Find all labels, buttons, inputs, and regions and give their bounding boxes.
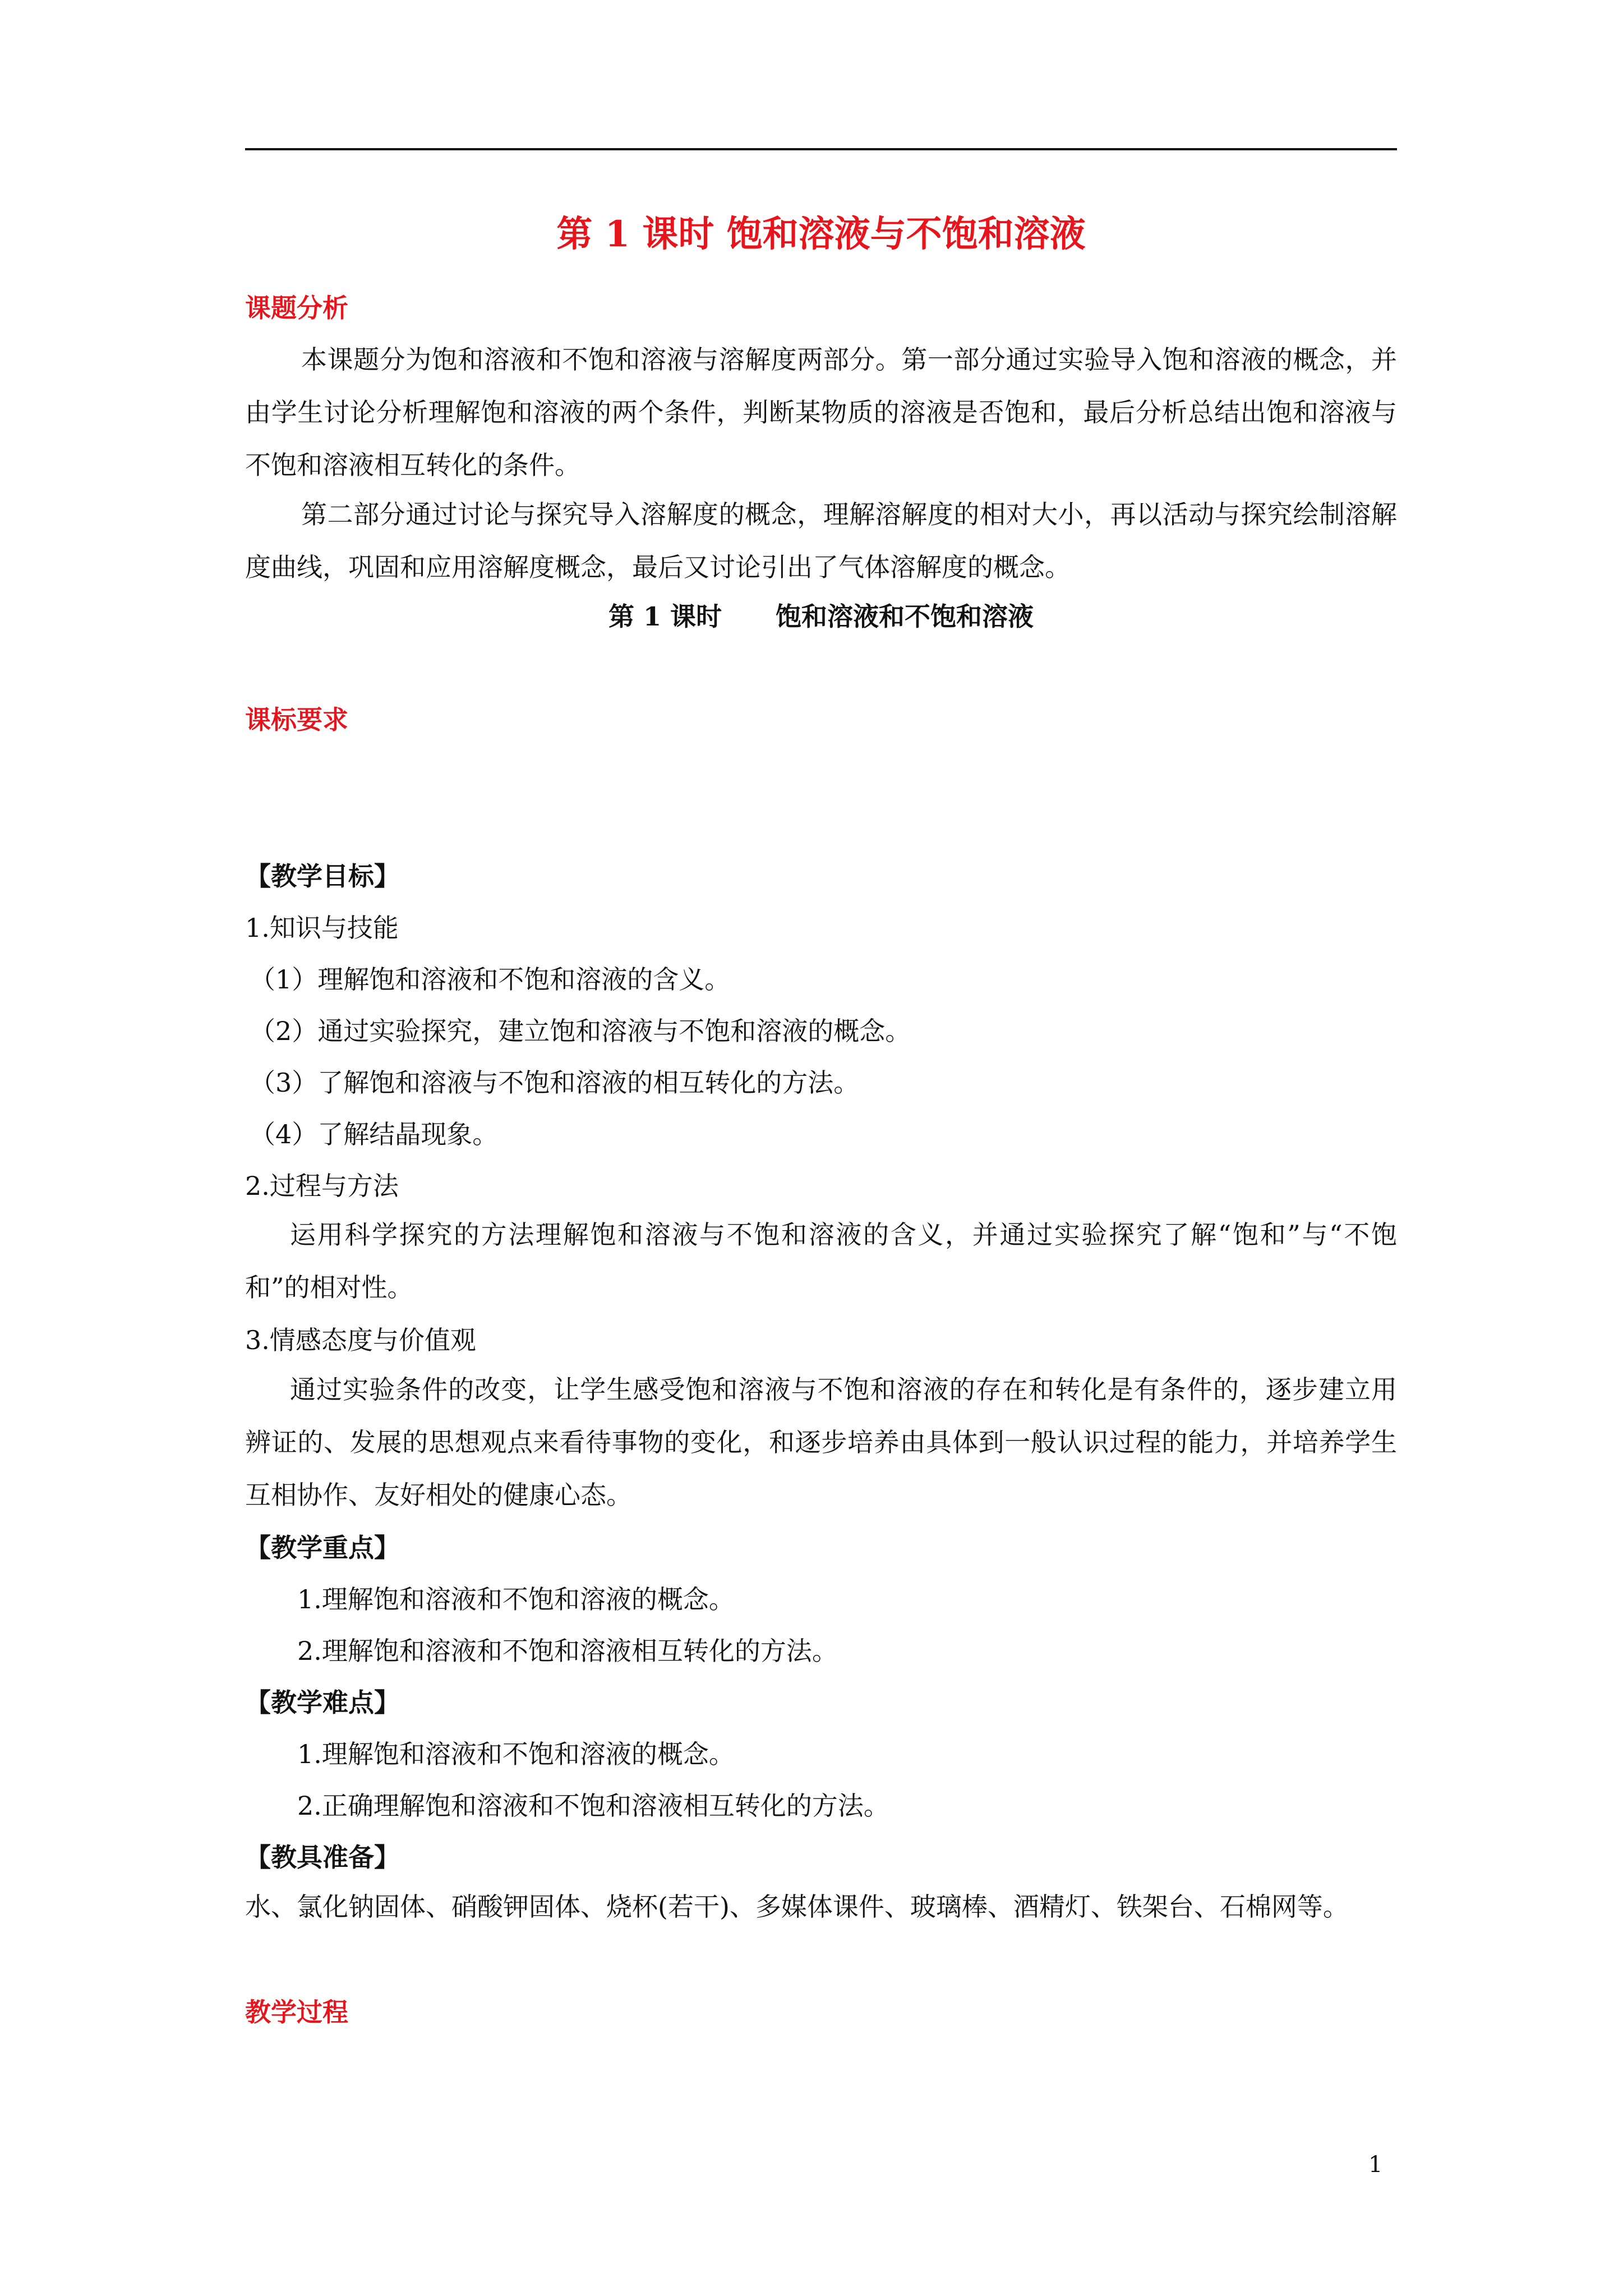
materials-text: 水、氯化钠固体、硝酸钾固体、烧杯(若干)、多媒体课件、玻璃棒、酒精灯、铁架台、石棉网等。 [245, 1892, 1349, 1922]
knowledge-item-4: （4）了解结晶现象。 [250, 1119, 499, 1149]
process-heading: 教学过程 [245, 1997, 348, 2027]
knowledge-item-3: （3）了解饱和溶液与不饱和溶液的相互转化的方法。 [250, 1068, 860, 1098]
header-rule [245, 148, 1397, 150]
attitude-text: 通过实验条件的改变，让学生感受饱和溶液与不饱和溶液的存在和转化是有条件的，逐步建立用辨证的、发展的思想观点来看待事物的变化，和逐步培养由具体到一般认识过程的能力，并培养学生互相协作、友好相处的健康心态。 [245, 1374, 1397, 1510]
key-point-2: 2.理解饱和溶液和不饱和溶液相互转化的方法。 [297, 1636, 838, 1666]
analysis-heading: 课题分析 [245, 293, 348, 323]
key-points-heading: 【教学重点】 [245, 1533, 400, 1563]
analysis-paragraph-2: 第二部分通过讨论与探究导入溶解度的概念，理解溶解度的相对大小，再以活动与探究绘制溶解度曲线，巩固和应用溶解度概念，最后又讨论引出了气体溶解度的概念。 [245, 499, 1397, 582]
attitude-label: 3.情感态度与价值观 [245, 1325, 476, 1355]
knowledge-item-1: （1）理解饱和溶液和不饱和溶液的含义。 [250, 964, 731, 995]
process-label: 2.过程与方法 [245, 1171, 399, 1201]
lesson-subtitle: 第 1 课时 饱和溶液和不饱和溶液 [608, 601, 1034, 632]
difficulty-2: 2.正确理解饱和溶液和不饱和溶液相互转化的方法。 [297, 1791, 889, 1821]
objectives-heading: 【教学目标】 [245, 861, 400, 891]
knowledge-item-2: （2）通过实验探究，建立饱和溶液与不饱和溶液的概念。 [250, 1016, 911, 1046]
key-point-1: 1.理解饱和溶液和不饱和溶液的概念。 [297, 1584, 735, 1614]
knowledge-label: 1.知识与技能 [245, 913, 399, 943]
difficulties-heading: 【教学难点】 [245, 1687, 400, 1718]
difficulty-1: 1.理解饱和溶液和不饱和溶液的概念。 [297, 1739, 735, 1769]
analysis-paragraph-1: 本课题分为饱和溶液和不饱和溶液与溶解度两部分。第一部分通过实验导入饱和溶液的概念，并由学生讨论分析理解饱和溶液的两个条件，判断某物质的溶液是否饱和，最后分析总结出饱和溶液与不饱和溶液相互转化的条件。 [245, 344, 1397, 480]
curriculum-heading: 课标要求 [245, 705, 348, 735]
process-text: 运用科学探究的方法理解饱和溶液与不饱和溶液的含义，并通过实验探究了解“饱和”与“不饱和”的相对性。 [245, 1220, 1397, 1303]
page-title: 第 1 课时 饱和溶液与不饱和溶液 [556, 213, 1086, 255]
page-number: 1 [1368, 2152, 1383, 2178]
materials-heading: 【教具准备】 [245, 1842, 400, 1872]
